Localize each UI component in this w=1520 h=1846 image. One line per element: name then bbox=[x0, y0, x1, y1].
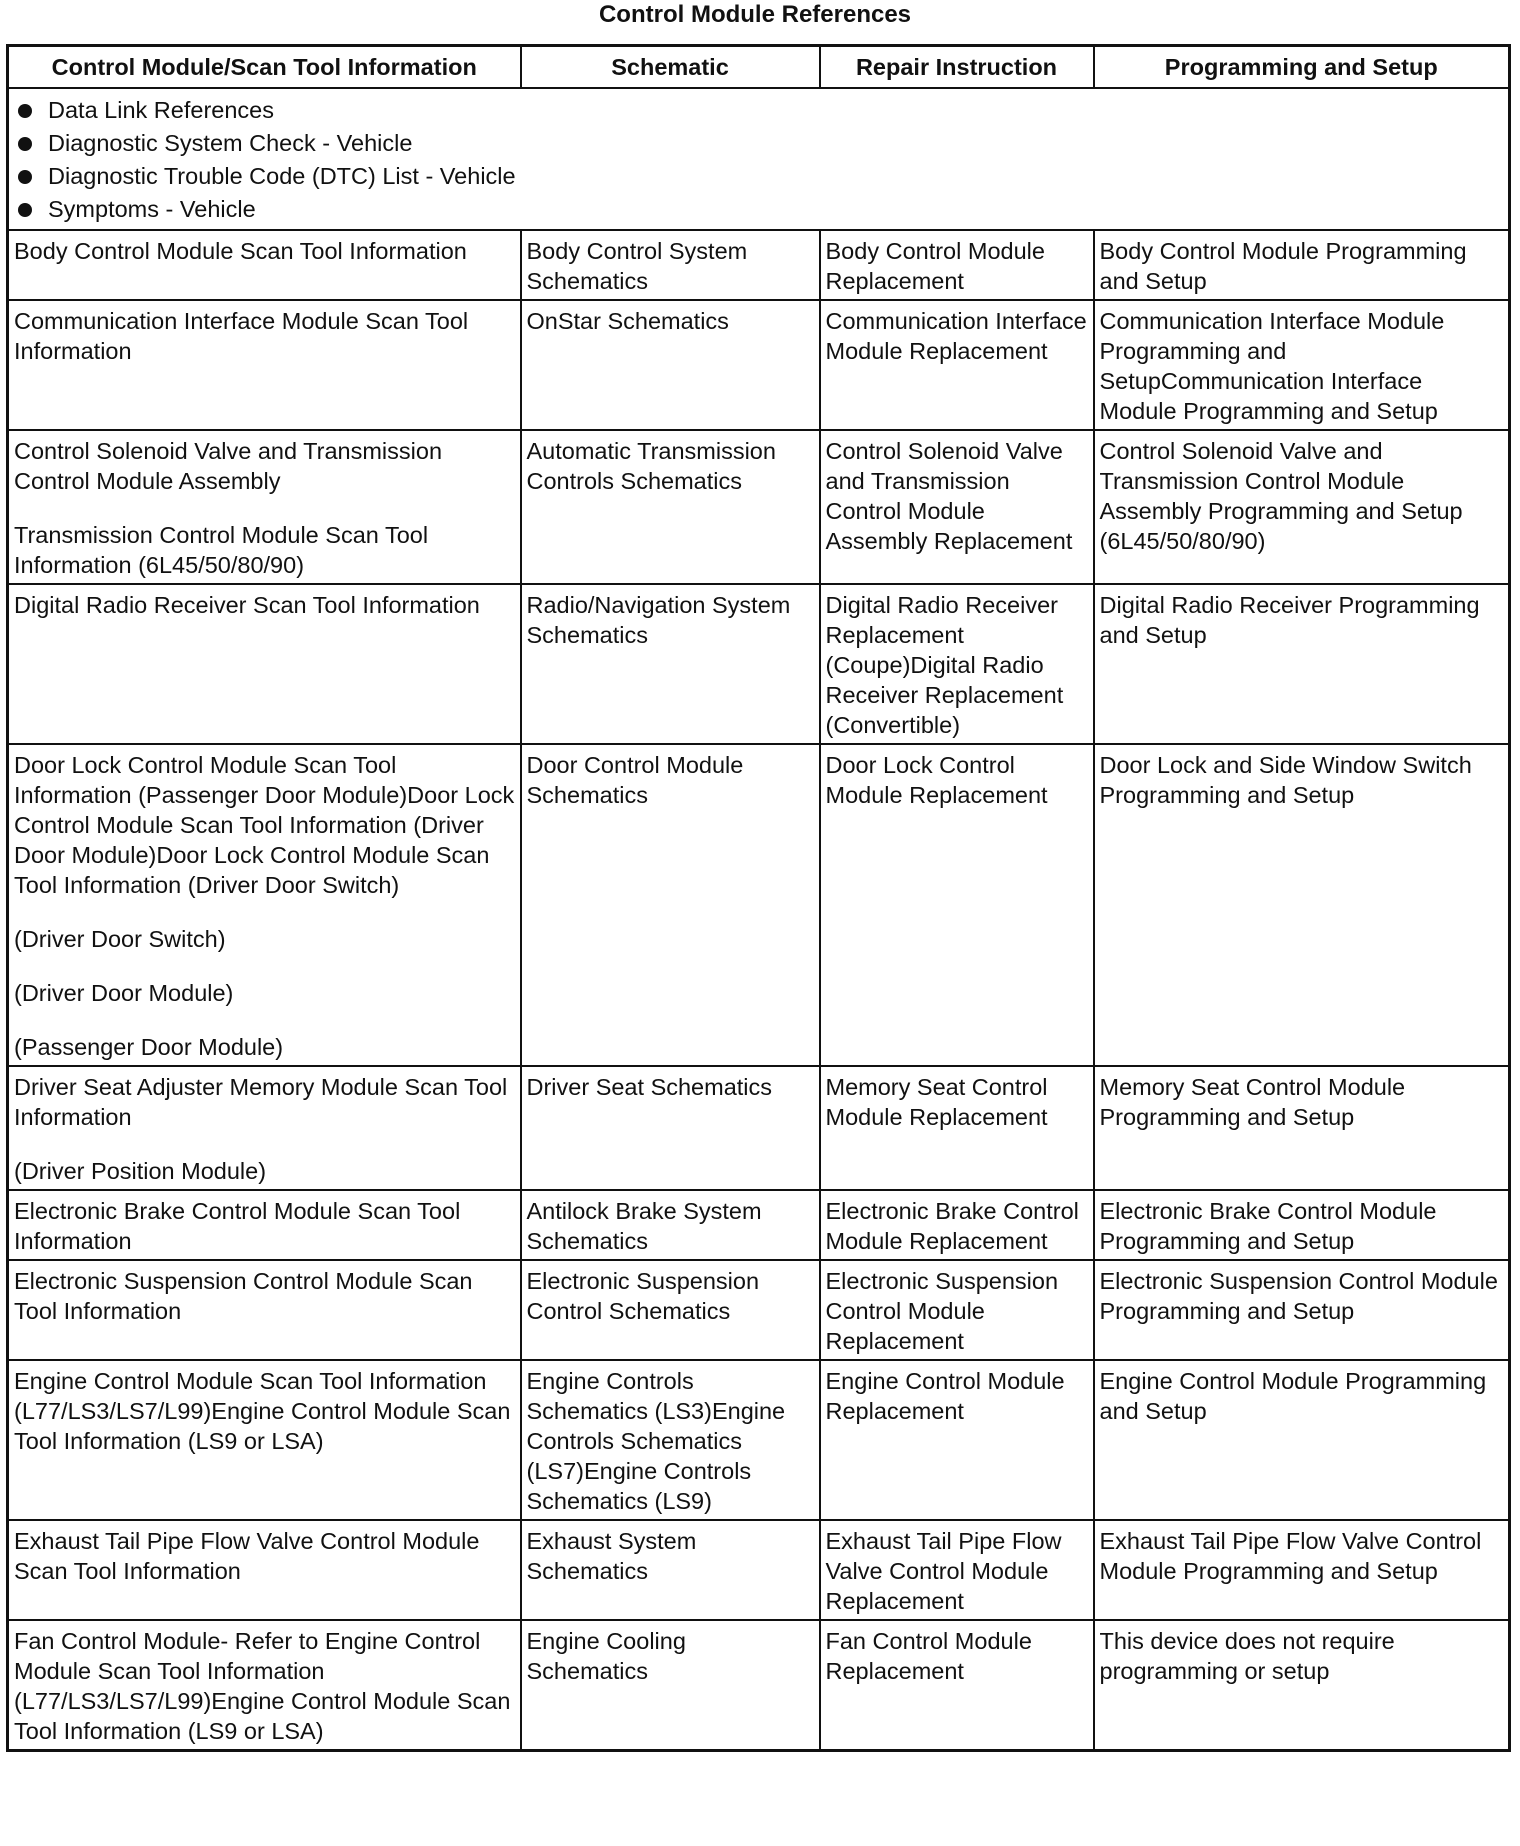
general-link-item[interactable] bbox=[14, 160, 1503, 193]
schematic-link[interactable]: Engine Controls Schematics (LS3)Engine Controls Schematics (LS7)Engine Controls Schematics (LS9) bbox=[526, 1368, 786, 1514]
cell-scan-tool-info bbox=[8, 1360, 521, 1520]
general-link-dtc-list[interactable]: Diagnostic Trouble Code (DTC) List - Vehicle bbox=[48, 163, 516, 189]
programming-link[interactable]: Memory Seat Control Module Programming and Setup bbox=[1099, 1074, 1406, 1130]
header-control-module-info: Control Module/Scan Tool Information bbox=[8, 46, 521, 89]
cell-scan-tool-info bbox=[8, 584, 521, 744]
cell-repair bbox=[820, 230, 1094, 300]
table-row bbox=[8, 1066, 1510, 1190]
programming-link[interactable]: Engine Control Module Programming and Setup bbox=[1099, 1368, 1487, 1424]
cell-scan-tool-info bbox=[8, 1520, 521, 1620]
scan-tool-info-link[interactable]: Digital Radio Receiver Scan Tool Information bbox=[14, 592, 480, 618]
general-link-item[interactable] bbox=[14, 94, 1503, 127]
schematic-link[interactable]: Body Control System Schematics bbox=[526, 238, 748, 294]
cell-scan-tool-info bbox=[8, 1260, 521, 1360]
table-row bbox=[8, 1360, 1510, 1520]
bullet-icon bbox=[18, 203, 32, 217]
schematic-link[interactable]: Antilock Brake System Schematics bbox=[526, 1198, 762, 1254]
scan-tool-info-link[interactable]: Door Lock Control Module Scan Tool Information (Passenger Door Module)Door Lock Control Module Scan Tool Information (Driver Door Module)Door Lock Control Module Scan Tool Information (Driver Door Switch) bbox=[14, 752, 515, 898]
cell-repair bbox=[820, 744, 1094, 1066]
bullet-icon bbox=[18, 170, 32, 184]
cell-repair bbox=[820, 1360, 1094, 1520]
cell-programming bbox=[1094, 1190, 1510, 1260]
programming-note: This device does not require programming or setup bbox=[1099, 1628, 1395, 1684]
general-links-row bbox=[8, 88, 1510, 230]
cell-programming bbox=[1094, 1260, 1510, 1360]
general-links-cell bbox=[8, 88, 1510, 230]
cell-scan-tool-info bbox=[8, 430, 521, 584]
cell-scan-tool-info bbox=[8, 744, 521, 1066]
repair-link[interactable]: Body Control Module Replacement bbox=[825, 238, 1045, 294]
cell-programming bbox=[1094, 1360, 1510, 1520]
table-row bbox=[8, 1190, 1510, 1260]
table-row bbox=[8, 1520, 1510, 1620]
programming-link[interactable]: Electronic Brake Control Module Programming and Setup bbox=[1099, 1198, 1437, 1254]
cell-scan-tool-info bbox=[8, 1620, 521, 1751]
cell-programming bbox=[1094, 1520, 1510, 1620]
cell-scan-tool-info bbox=[8, 1190, 521, 1260]
schematic-link[interactable]: Engine Cooling Schematics bbox=[526, 1628, 686, 1684]
programming-link[interactable]: Exhaust Tail Pipe Flow Valve Control Module Programming and Setup bbox=[1099, 1528, 1482, 1584]
scan-tool-info-link[interactable]: Exhaust Tail Pipe Flow Valve Control Module Scan Tool Information bbox=[14, 1528, 480, 1584]
cell-repair bbox=[820, 1520, 1094, 1620]
programming-link[interactable]: Electronic Suspension Control Module Programming and Setup bbox=[1099, 1268, 1498, 1324]
cell-schematic bbox=[521, 230, 820, 300]
table-row bbox=[8, 1260, 1510, 1360]
repair-link[interactable]: Digital Radio Receiver Replacement (Coupe)Digital Radio Receiver Replacement (Convertible) bbox=[825, 592, 1064, 738]
general-link-diagnostic-system-check[interactable]: Diagnostic System Check - Vehicle bbox=[48, 130, 413, 156]
scan-tool-info-link[interactable]: Electronic Suspension Control Module Scan Tool Information bbox=[14, 1268, 473, 1324]
module-variant-text: (Driver Position Module) bbox=[14, 1158, 267, 1184]
cell-schematic bbox=[521, 430, 820, 584]
scan-tool-info-link[interactable]: Communication Interface Module Scan Tool Information bbox=[14, 308, 469, 364]
scan-tool-info-link[interactable]: Electronic Brake Control Module Scan Tool Information bbox=[14, 1198, 461, 1254]
schematic-link[interactable]: Driver Seat Schematics bbox=[526, 1074, 773, 1100]
cell-repair bbox=[820, 1190, 1094, 1260]
cell-programming bbox=[1094, 430, 1510, 584]
cell-programming bbox=[1094, 744, 1510, 1066]
schematic-link[interactable]: Automatic Transmission Controls Schematics bbox=[526, 438, 776, 494]
schematic-link[interactable]: OnStar Schematics bbox=[526, 308, 729, 334]
repair-link[interactable]: Memory Seat Control Module Replacement bbox=[825, 1074, 1048, 1130]
scan-tool-info-link[interactable]: Transmission Control Module Scan Tool Information (6L45/50/80/90) bbox=[14, 522, 429, 578]
cell-repair bbox=[820, 1620, 1094, 1751]
control-module-references-table bbox=[6, 44, 1511, 1752]
cell-schematic bbox=[521, 744, 820, 1066]
repair-link[interactable]: Electronic Brake Control Module Replacement bbox=[825, 1198, 1079, 1254]
cell-repair bbox=[820, 584, 1094, 744]
cell-scan-tool-info bbox=[8, 230, 521, 300]
repair-link[interactable]: Engine Control Module Replacement bbox=[825, 1368, 1065, 1424]
cell-programming bbox=[1094, 584, 1510, 744]
cell-schematic bbox=[521, 300, 820, 430]
repair-link[interactable]: Fan Control Module Replacement bbox=[825, 1628, 1032, 1684]
repair-link[interactable]: Communication Interface Module Replacement bbox=[825, 308, 1087, 364]
scan-tool-info-link[interactable]: Engine Control Module Scan Tool Information (L77/LS3/LS7/L99)Engine Control Module Scan Tool Information (LS9 or LSA) bbox=[14, 1368, 511, 1454]
cell-scan-tool-info bbox=[8, 300, 521, 430]
cell-schematic bbox=[521, 1620, 820, 1751]
table-row bbox=[8, 430, 1510, 584]
cell-programming bbox=[1094, 1620, 1510, 1751]
table-row bbox=[8, 584, 1510, 744]
programming-link[interactable]: Communication Interface Module Programming and SetupCommunication Interface Module Programming and Setup bbox=[1099, 308, 1445, 424]
schematic-link[interactable]: Exhaust System Schematics bbox=[526, 1528, 697, 1584]
module-name-text: Control Solenoid Valve and Transmission Control Module Assembly bbox=[14, 438, 443, 494]
table-row bbox=[8, 300, 1510, 430]
table-row bbox=[8, 230, 1510, 300]
table-row bbox=[8, 1620, 1510, 1751]
cell-programming bbox=[1094, 300, 1510, 430]
general-link-item[interactable] bbox=[14, 193, 1503, 226]
general-link-symptoms[interactable]: Symptoms - Vehicle bbox=[48, 196, 256, 222]
programming-link[interactable]: Door Lock and Side Window Switch Programming and Setup bbox=[1099, 752, 1472, 808]
cell-programming bbox=[1094, 230, 1510, 300]
repair-link[interactable]: Door Lock Control Module Replacement bbox=[825, 752, 1048, 808]
module-variant-text: (Driver Door Switch) bbox=[14, 926, 226, 952]
header-row bbox=[8, 46, 1510, 89]
module-variant-text: (Passenger Door Module) bbox=[14, 1034, 284, 1060]
cell-scan-tool-info bbox=[8, 1066, 521, 1190]
repair-link[interactable]: Exhaust Tail Pipe Flow Valve Control Module Replacement bbox=[825, 1528, 1062, 1614]
scan-tool-info-link[interactable]: Driver Seat Adjuster Memory Module Scan Tool Information bbox=[14, 1074, 508, 1130]
schematic-link[interactable]: Radio/Navigation System Schematics bbox=[526, 592, 791, 648]
cell-repair bbox=[820, 300, 1094, 430]
module-variant-text: (Driver Door Module) bbox=[14, 980, 234, 1006]
table-row bbox=[8, 744, 1510, 1066]
bullet-icon bbox=[18, 104, 32, 118]
scan-tool-info-link[interactable]: Fan Control Module- Refer to Engine Control Module Scan Tool Information (L77/LS3/LS7/L99)Engine Control Module Scan Tool Information (LS9 or LSA) bbox=[14, 1628, 511, 1744]
general-links-list bbox=[14, 94, 1503, 226]
repair-link[interactable]: Electronic Suspension Control Module Replacement bbox=[825, 1268, 1059, 1354]
general-link-item[interactable] bbox=[14, 127, 1503, 160]
page-title: Control Module References bbox=[598, 1, 912, 28]
programming-link[interactable]: Digital Radio Receiver Programming and Setup bbox=[1099, 592, 1480, 648]
cell-schematic bbox=[521, 1260, 820, 1360]
cell-programming bbox=[1094, 1066, 1510, 1190]
bullet-icon bbox=[18, 137, 32, 151]
header-schematic: Schematic bbox=[521, 46, 820, 89]
cell-repair bbox=[820, 430, 1094, 584]
cell-repair bbox=[820, 1066, 1094, 1190]
cell-schematic bbox=[521, 1520, 820, 1620]
cell-schematic bbox=[521, 1190, 820, 1260]
header-programming-setup: Programming and Setup bbox=[1094, 46, 1510, 89]
header-repair-instruction: Repair Instruction bbox=[820, 46, 1094, 89]
cell-schematic bbox=[521, 584, 820, 744]
schematic-link[interactable]: Electronic Suspension Control Schematics bbox=[526, 1268, 760, 1324]
programming-link[interactable]: Control Solenoid Valve and Transmission Control Module Assembly Programming and Setup (6L45/50/80/90) bbox=[1099, 438, 1463, 554]
programming-link[interactable]: Body Control Module Programming and Setup bbox=[1099, 238, 1467, 294]
cell-schematic bbox=[521, 1066, 820, 1190]
schematic-link[interactable]: Door Control Module Schematics bbox=[526, 752, 744, 808]
scan-tool-info-link[interactable]: Body Control Module Scan Tool Information bbox=[14, 238, 467, 264]
cell-repair bbox=[820, 1260, 1094, 1360]
cell-schematic bbox=[521, 1360, 820, 1520]
repair-link[interactable]: Control Solenoid Valve and Transmission Control Module Assembly Replacement bbox=[825, 438, 1073, 554]
general-link-data-link-references[interactable]: Data Link References bbox=[48, 97, 274, 123]
